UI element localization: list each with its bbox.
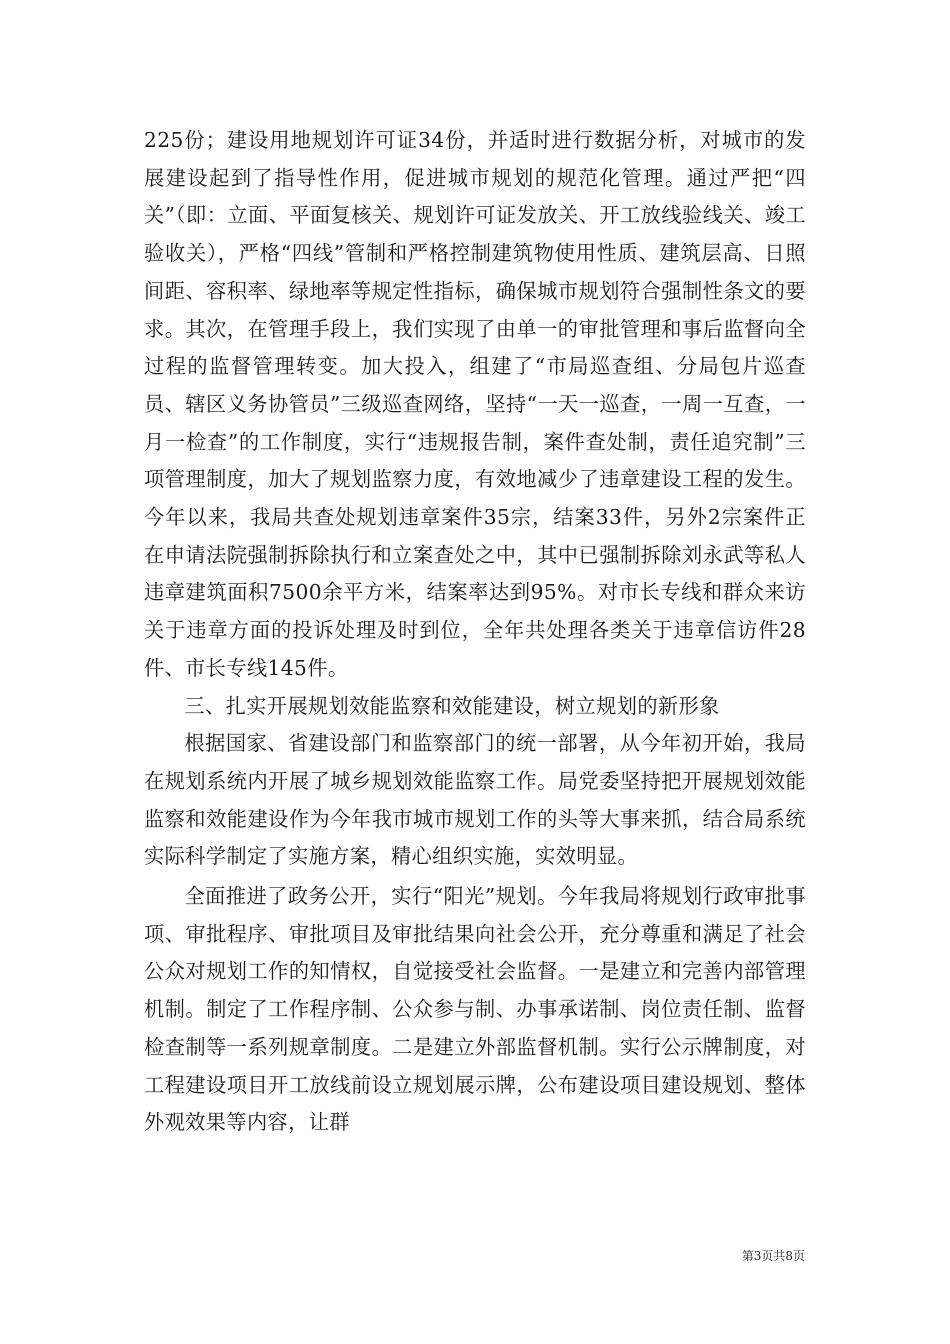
paragraph-continuation: 225份；建设用地规划许可证34份，并适时进行数据分析，对城市的发展建设起到了指导性作用，促进城市规划的规范化管理。通过严把“四关”（即：立面、平面复核关、规划许可证发放关、开工放线验线关、竣工验收关），严格“四线”管制和严格控制建筑物使用性质、建筑层高、日照间距、容积率、绿地率等规定性指标，确保城市规划符合强制性条文的要求。其次，在管理手段上，我们实现了由单一的审批管理和事后监督向全过程的监督管理转变。加大投入，组建了“市局巡查组、分局包片巡查员、辖区义务协管员”三级巡查网络，坚持“一天一巡查，一周一互查，一月一检查”的工作制度，实行“违规报告制，案件查处制，责任追究制”三项管理制度，加大了规划监察力度，有效地减少了违章建设工程的发生。今年以来，我局共查处规划违章案件35宗，结案33件，另外2宗案件正在申请法院强制拆除执行和立案查处之中，其中已强制拆除刘永武等私人违章建筑面积7500余平方米，结案率达到95%。对市长专线和群众来访关于违章方面的投诉处理及时到位，全年共处理各类关于违章信访件28件、市长专线145件。 [144, 128, 806, 680]
document-body [144, 122, 806, 1142]
paragraph-open-government: 全面推进了政务公开，实行“阳光”规划。今年我局将规划行政审批事项、审批程序、审批项目及审批结果向社会公开，充分尊重和满足了社会公众对规划工作的知情权，自觉接受社会监督。一是建立和完善内部管理机制。制定了工作程序制、公众参与制、办事承诺制、岗位责任制、监督检查制等一系列规章制度。二是建立外部监督机制。实行公示牌制度，对工程建设项目开工放线前设立规划展示牌，公布建设项目建设规划、整体外观效果等内容，让群 [144, 884, 806, 1135]
section-heading-3: 三、扎实开展规划效能监察和效能建设，树立规划的新形象 [184, 693, 720, 718]
paragraph-efficiency-supervision: 根据国家、省建设部门和监察部门的统一部署，从今年初开始，我局在规划系统内开展了城乡规划效能监察工作。局党委坚持把开展规划效能监察和效能建设作为今年我市城市规划工作的头等大事来抓，结合局系统实际科学制定了实施方案，精心组织实施，实效明显。 [144, 731, 806, 869]
page-footer [0, 1248, 950, 1264]
page-number-label: 第3页共8页 [741, 1249, 805, 1263]
